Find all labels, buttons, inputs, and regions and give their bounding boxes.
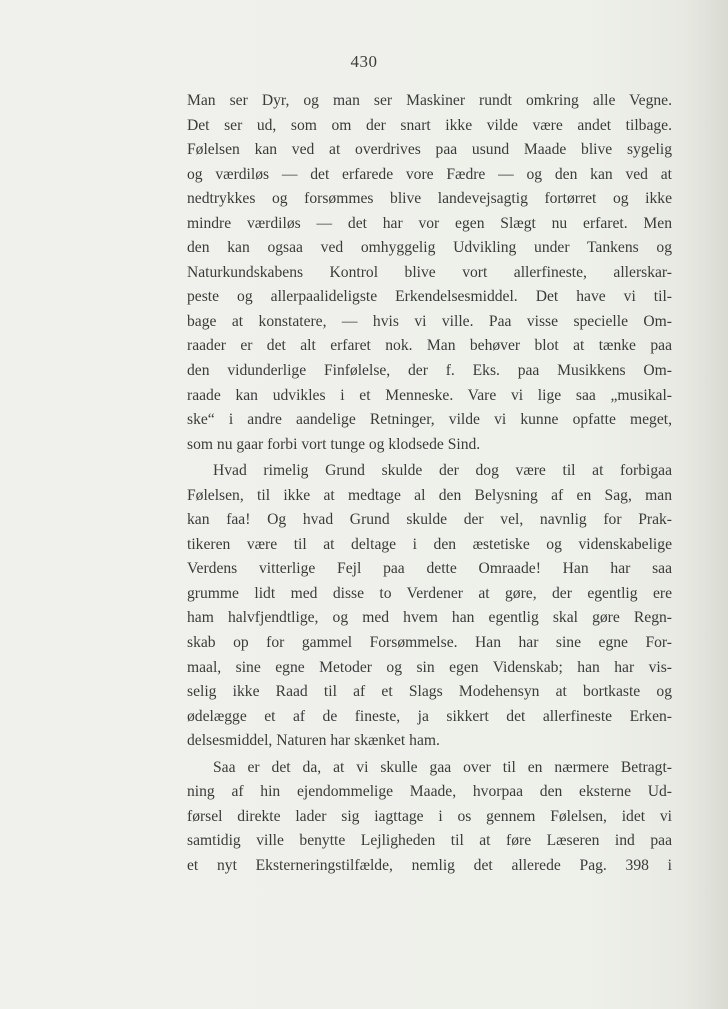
text-line: selig ikke Raad til af et Slags Modehensyn at bortkaste og bbox=[187, 683, 672, 701]
text-line: ske“ i andre aandelige Retninger, vilde vi kunne opfatte meget, bbox=[187, 411, 672, 429]
text-line: grumme lidt med disse to Verdener at gøre, der egentlig ere bbox=[187, 584, 672, 602]
text-line: ning af hin ejendommelige Maade, hvorpaa den eksterne Ud- bbox=[187, 783, 672, 801]
text-line: Følelsen, til ikke at medtage al den Belysning af en Sag, man bbox=[187, 486, 672, 504]
text-line: et nyt Eksterneringstilfælde, nemlig det allerede Pag. 398 i bbox=[187, 856, 672, 874]
text-line: raade kan udvikles i et Menneske. Vare vi lige saa „musikal- bbox=[187, 386, 672, 404]
paragraph-2 bbox=[187, 459, 672, 754]
page-number: 430 bbox=[350, 52, 378, 71]
text-line: kan faa! Og hvad Grund skulde der vel, navnlig for Prak- bbox=[187, 511, 672, 529]
text-line: bage at konstatere, — hvis vi ville. Paa visse specielle Om- bbox=[187, 312, 672, 330]
text-line: Hvad rimelig Grund skulde der dog være til at forbigaa bbox=[213, 462, 672, 480]
text-line: Følelsen kan ved at overdrives paa usund Maade blive sygelig bbox=[187, 141, 672, 159]
text-line: den vidunderlige Finfølelse, der f. Eks. paa Musikkens Om- bbox=[187, 362, 672, 380]
text-line: som nu gaar forbi vort tunge og klodsede Sind. bbox=[187, 435, 481, 453]
text-line: tikeren være til at deltage i den æstetiske og videnskabelige bbox=[187, 535, 672, 553]
text-line: Man ser Dyr, og man ser Maskiner rundt omkring alle Vegne. bbox=[187, 92, 672, 109]
paragraph-1 bbox=[187, 89, 672, 457]
text-line: raader er det alt erfaret nok. Man behøver blot at tænke paa bbox=[187, 337, 672, 355]
text-line: Verdens vitterlige Fejl paa dette Omraade! Han har saa bbox=[187, 560, 672, 578]
text-line: samtidig ville benytte Lejligheden til at føre Læseren ind paa bbox=[187, 832, 672, 850]
text-line: førsel direkte lader sig iagttage i os gennem Følelsen, idet vi bbox=[187, 807, 672, 825]
text-line: maal, sine egne Metoder og sin egen Videnskab; han har vis- bbox=[187, 658, 672, 676]
text-line: skab op for gammel Forsømmelse. Han har sine egne For- bbox=[187, 634, 672, 652]
text-line: delsesmiddel, Naturen har skænket ham. bbox=[187, 732, 440, 750]
text-line: ødelægge et af de fineste, ja sikkert det allerfineste Erken- bbox=[187, 707, 672, 725]
text-line: Det ser ud, som om der snart ikke vilde være andet tilbage. bbox=[187, 116, 672, 134]
text-line: peste og allerpaalideligste Erkendelsesmiddel. Det have vi til- bbox=[187, 288, 672, 306]
paragraph-3 bbox=[187, 756, 672, 879]
text-line: mindre værdiløs — det har vor egen Slægt nu erfaret. Men bbox=[187, 214, 672, 232]
text-line: den kan ogsaa ved omhyggelig Udvikling under Tankens og bbox=[187, 239, 672, 257]
text-line: Saa er det da, at vi skulle gaa over til en nærmere Betragt- bbox=[213, 758, 672, 776]
text-line: nedtrykkes og forsømmes blive landevejsagtig fortørret og ikke bbox=[187, 190, 672, 208]
body-text bbox=[187, 89, 672, 879]
text-line: og værdiløs — det erfarede vore Fædre — og den kan ved at bbox=[187, 165, 672, 183]
text-line: Naturkundskabens Kontrol blive vort allerfineste, allerskar- bbox=[187, 263, 672, 281]
text-line: ham halvfjendtlige, og med hvem han egentlig skal gøre Regn- bbox=[187, 609, 672, 627]
